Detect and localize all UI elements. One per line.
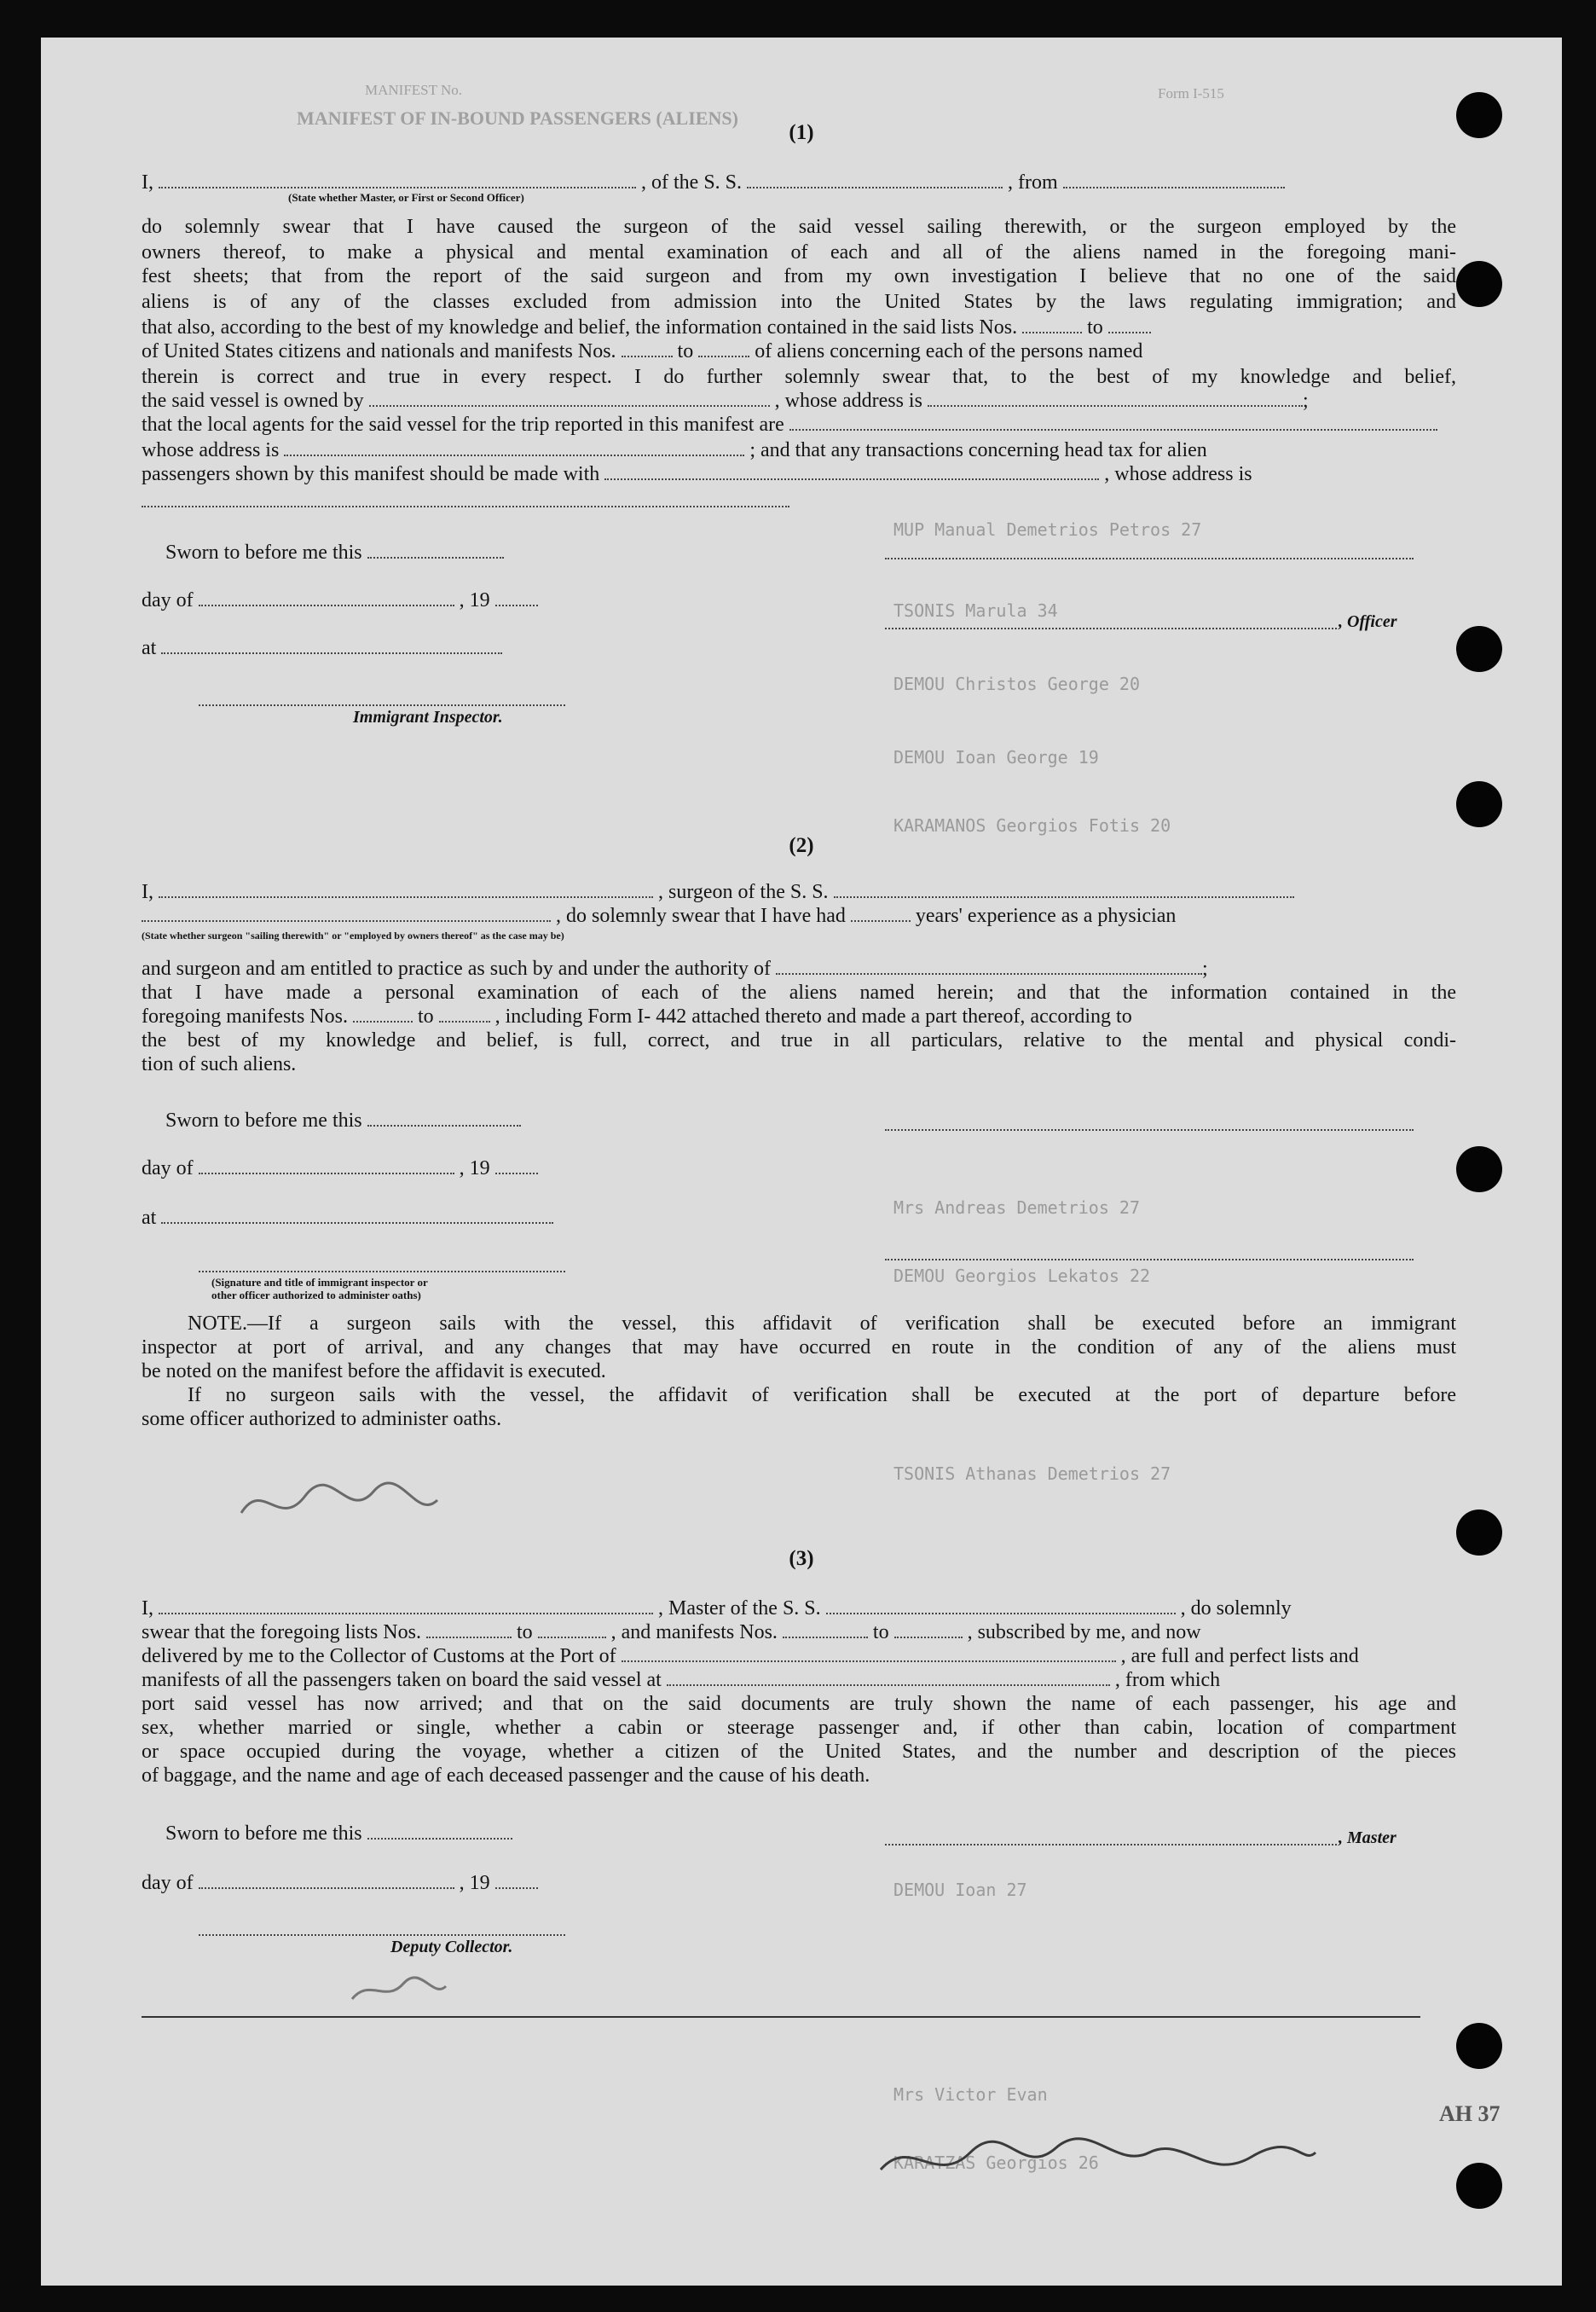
master-label: , Master xyxy=(1339,1828,1396,1847)
surgeon-status-field[interactable] xyxy=(142,905,551,922)
ship-name-field[interactable] xyxy=(747,171,1003,188)
from-port-field[interactable] xyxy=(1063,171,1285,188)
s2-sig-hint: (Signature and title of immigrant inspector or xyxy=(211,1276,428,1289)
manifest-page xyxy=(41,38,1562,2286)
s2-at-place-field[interactable] xyxy=(161,1207,553,1224)
agent-address-field[interactable] xyxy=(284,439,744,456)
margin-note: AH 37 xyxy=(1439,2101,1501,2126)
bleed-row: DEMOU Ioan 27 xyxy=(893,1880,1027,1900)
handwritten-mark xyxy=(237,1470,442,1538)
section-3-body-line: of baggage, and the name and age of each deceased passenger and the cause of his death. xyxy=(142,1764,870,1787)
section-1-number: (1) xyxy=(789,121,814,144)
ss-label: , of the S. S. xyxy=(641,171,743,194)
s3-manifests-to-field[interactable] xyxy=(894,1621,963,1638)
section-2-dayof: day of , 19 xyxy=(142,1156,538,1180)
from-label: , from xyxy=(1008,171,1058,194)
headtax-agent-field[interactable] xyxy=(604,463,1099,480)
note-line: be noted on the manifest before the affidavit is executed. xyxy=(142,1360,606,1382)
surgeon-ship-field[interactable] xyxy=(834,881,1294,898)
section-2-authority-line: and surgeon and am entitled to practice as such by and under the authority of ; xyxy=(142,958,1208,980)
bleed-row: Mrs Victor Evan xyxy=(893,2084,1048,2105)
section-2-number: (2) xyxy=(789,834,814,857)
bleed-row: MUP Manual Demetrios Petros 27 xyxy=(893,519,1202,540)
section-2-sworn: Sworn to before me this xyxy=(165,1109,521,1133)
s3-boarded-at-field[interactable] xyxy=(667,1669,1110,1686)
section-1-at: at xyxy=(142,636,502,660)
officer-hint: (State whether Master, or First or Second Officer) xyxy=(288,191,524,204)
manifests-to-field[interactable] xyxy=(698,340,749,357)
section-3-body-line: or space occupied during the voyage, whether a citizen of the United States, and the number and description of the pieces xyxy=(142,1741,1456,1763)
punch-hole xyxy=(1456,2023,1502,2069)
s2-year-field[interactable] xyxy=(495,1157,538,1174)
section-3-lists-line: swear that the foregoing lists Nos. to , and manifests Nos. to , subscribed by me, and now xyxy=(142,1621,1201,1643)
lists-from-field[interactable] xyxy=(1022,316,1082,333)
section-2-body-line: the best of my knowledge and belief, is full, correct, and true in all particulars, relative to the mental and physical condi- xyxy=(142,1029,1456,1052)
s3-ship-field[interactable] xyxy=(826,1597,1176,1614)
section-3-body-line: port said vessel has now arrived; and that on the said documents are truly shown the name of each passenger, his age and xyxy=(142,1693,1456,1715)
punch-hole xyxy=(1456,2163,1502,2209)
bleed-row: KARAMANOS Georgios Fotis 20 xyxy=(893,815,1171,836)
surgeon-name-field[interactable] xyxy=(159,881,653,898)
section-1-lists-line: that also, according to the best of my knowledge and belief, the information contained in the said lists Nos. to xyxy=(142,316,1456,339)
section-1-agent-address-line: whose address is ; and that any transactions concerning head tax for alien xyxy=(142,439,1207,461)
section-2-manifests-line: foregoing manifests Nos. to , including Form I- 442 attached thereto and made a part thereof, according to xyxy=(142,1005,1132,1028)
manifests-from-field[interactable] xyxy=(622,340,673,357)
headtax-address-field[interactable] xyxy=(142,490,789,507)
s2-sig-hint: other officer authorized to administer oaths) xyxy=(211,1289,421,1301)
bleed-row: TSONIS Athanas Demetrios 27 xyxy=(893,1463,1171,1484)
surgeon-hint: (State whether surgeon "sailing therewith" or "employed by owners thereof" as the case may be) xyxy=(142,930,564,942)
master-name-field[interactable] xyxy=(159,1597,653,1614)
section-1-owner-line: the said vessel is owned by , whose address is ; xyxy=(142,390,1309,412)
section-2-body-line: tion of such aliens. xyxy=(142,1053,297,1075)
agents-field[interactable] xyxy=(789,414,1437,431)
master-sig-line xyxy=(885,1842,1337,1846)
section-1-body-line: do solemnly swear that I have caused the surgeon of the said vessel sailing therewith, or the surgeon employed by the xyxy=(142,216,1456,238)
s3-sworn-day-field[interactable] xyxy=(367,1822,512,1840)
note-line: If no surgeon sails with the vessel, the affidavit of verification shall be executed at the port of departure before xyxy=(188,1384,1456,1406)
s2-sig-line xyxy=(199,1269,565,1272)
immigrant-inspector-label: Immigrant Inspector. xyxy=(353,708,503,727)
section-3-sworn: Sworn to before me this xyxy=(165,1822,512,1846)
sworn-day-field[interactable] xyxy=(367,542,504,559)
s3-lists-from-field[interactable] xyxy=(426,1621,512,1638)
owner-address-field[interactable] xyxy=(928,390,1303,407)
s3-year-field[interactable] xyxy=(495,1872,538,1889)
s2-right-line xyxy=(885,1257,1414,1260)
section-1-manifests-line: of United States citizens and nationals and manifests Nos. to of aliens concerning each of the persons named xyxy=(142,340,1143,362)
section-3-boarded-line: manifests of all the passengers taken on board the said vessel at , from which xyxy=(142,1669,1221,1691)
s3-port-field[interactable] xyxy=(622,1645,1116,1662)
section-3-port-line: delivered by me to the Collector of Customs at the Port of , are full and perfect lists and xyxy=(142,1645,1359,1667)
handwritten-mark xyxy=(348,1973,450,2008)
officer-label: , Officer xyxy=(1339,612,1397,631)
years-field[interactable] xyxy=(851,905,911,922)
section-1-agents-line: that the local agents for the said vessel for the trip reported in this manifest are xyxy=(142,413,1456,437)
section-2-at: at xyxy=(142,1206,553,1230)
punch-hole xyxy=(1456,1146,1502,1192)
i-label: I, xyxy=(142,171,153,194)
at-place-field[interactable] xyxy=(161,637,502,654)
punch-hole xyxy=(1456,626,1502,672)
handwritten-signature xyxy=(876,2118,1320,2195)
officer-sig-line xyxy=(885,626,1337,629)
deputy-collector-label: Deputy Collector. xyxy=(390,1938,513,1956)
inspector-sig-line xyxy=(199,703,565,706)
s3-manifests-from-field[interactable] xyxy=(783,1621,868,1638)
section-1-sworn: Sworn to before me this xyxy=(165,541,504,565)
officer-sig-dotted xyxy=(885,556,1414,559)
form-id-ghost: Form I-515 xyxy=(1158,85,1224,101)
section-2-swear-line: , do solemnly swear that I have had years' experience as a physician xyxy=(142,904,1456,928)
section-1-body-line: fest sheets; that from the report of the said surgeon and from my own investigation I believe that no one of the said xyxy=(142,265,1456,287)
authority-field[interactable] xyxy=(776,958,1202,975)
section-1-body-line: aliens is of any of the classes excluded from admission into the United States by the laws regulating immigration; and xyxy=(142,291,1456,313)
owner-field[interactable] xyxy=(369,390,770,407)
section-1-headtax-line: passengers shown by this manifest should be made with , whose address is xyxy=(142,463,1252,485)
bleed-row: DEMOU Ioan George 19 xyxy=(893,747,1099,768)
section-2-body-line: that I have made a personal examination of each of the aliens named herein; and that the information contained in the xyxy=(142,982,1456,1004)
manifest-title-ghost: MANIFEST OF IN-BOUND PASSENGERS (ALIENS) xyxy=(297,107,738,129)
bleed-row: DEMOU Christos George 20 xyxy=(893,674,1140,694)
lists-to-field[interactable] xyxy=(1108,316,1151,333)
section-3-body-line: sex, whether married or single, whether a cabin or steerage passenger and, if other than cabin, location of compartment xyxy=(142,1717,1456,1739)
section-1-body-line: therein is correct and true in every respect. I do further solemnly swear that, to the best of my knowledge and belief, xyxy=(142,366,1456,388)
section-3-number: (3) xyxy=(789,1547,814,1570)
bleed-row: Mrs Andreas Demetrios 27 xyxy=(893,1197,1140,1218)
s3-month-field[interactable] xyxy=(199,1872,454,1889)
note-line: some officer authorized to administer oaths. xyxy=(142,1408,502,1430)
section-1-dayof: day of , 19 xyxy=(142,588,538,612)
section-3-master-line: I, , Master of the S. S. , do solemnly xyxy=(142,1597,1292,1620)
note-line: NOTE.—If a surgeon sails with the vessel, this affidavit of verification shall be executed before an immigrant xyxy=(188,1312,1456,1335)
section-1-body-line: owners thereof, to make a physical and mental examination of each and all of the aliens named in the foregoing mani- xyxy=(142,241,1456,264)
s2-sworn-day-field[interactable] xyxy=(367,1110,521,1127)
section-2-surgeon-line: I, , surgeon of the S. S. xyxy=(142,880,1456,904)
s2-right-dotted xyxy=(885,1127,1414,1131)
bleed-row: TSONIS Marula 34 xyxy=(893,600,1058,621)
month-field[interactable] xyxy=(199,589,454,606)
bleed-row: KARATZAS Georgios 26 xyxy=(893,2153,1099,2173)
punch-hole xyxy=(1456,261,1502,307)
s2-manifest-to-field[interactable] xyxy=(439,1005,490,1023)
manifest-number-ghost: MANIFEST No. xyxy=(365,82,462,98)
s2-manifest-from-field[interactable] xyxy=(353,1005,413,1023)
section-3-dayof: day of , 19 xyxy=(142,1871,538,1895)
bottom-rule xyxy=(142,2016,1420,2018)
s2-month-field[interactable] xyxy=(199,1157,454,1174)
bleed-row: DEMOU Georgios Lekatos 22 xyxy=(893,1266,1151,1286)
section-1-address-line xyxy=(142,490,1456,513)
officer-name-field[interactable] xyxy=(159,171,636,188)
collector-sig-line xyxy=(199,1932,565,1936)
year-field[interactable] xyxy=(495,589,538,606)
s3-lists-to-field[interactable] xyxy=(538,1621,606,1638)
punch-hole xyxy=(1456,781,1502,827)
note-line: inspector at port of arrival, and any changes that may have occurred en route in the condition of any of the aliens must xyxy=(142,1336,1456,1359)
